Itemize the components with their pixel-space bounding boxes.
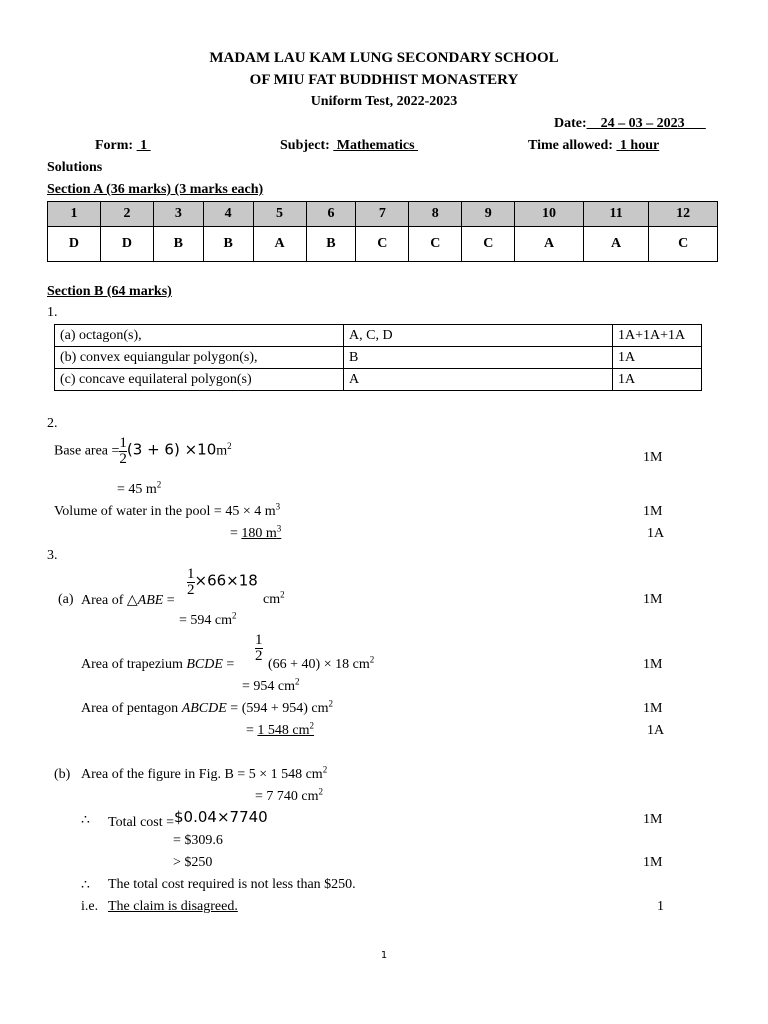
q3a-line-4-text: = 954 cm bbox=[242, 679, 295, 694]
q2-base-area-label: Base area = bbox=[54, 443, 120, 459]
q3a-final-answer bbox=[257, 720, 315, 738]
question-number: 10 bbox=[515, 202, 584, 227]
answer-cell: B bbox=[306, 227, 356, 262]
q3b-line-2-text: = 7 740 cm bbox=[255, 789, 319, 804]
form-value: 1 bbox=[136, 138, 151, 153]
fraction-numerator: 1 bbox=[255, 632, 263, 648]
marks-cell: 1A bbox=[613, 369, 702, 391]
q2-unit: m bbox=[216, 443, 228, 459]
q3b-line-5: > $250 bbox=[173, 855, 213, 870]
q3a-mark-3: 1M bbox=[643, 657, 663, 672]
answer-cell: A bbox=[583, 227, 649, 262]
marks-cell: 1A bbox=[613, 347, 702, 369]
fraction-denominator: 2 bbox=[119, 451, 127, 467]
q3b-line-2-sup: 2 bbox=[318, 786, 323, 797]
q2-line-3 bbox=[54, 501, 281, 520]
q3a-line-1-prefix: Area of △ bbox=[81, 593, 138, 608]
subject-field bbox=[280, 138, 418, 154]
q2-line-4 bbox=[230, 523, 282, 542]
page-number: 1 bbox=[380, 950, 388, 961]
q3a-line-5-variable: ABCDE bbox=[181, 701, 227, 716]
question-number: 9 bbox=[462, 202, 515, 227]
question-1-table bbox=[54, 324, 702, 391]
q3a-line-1-variable: ABE bbox=[137, 593, 164, 608]
q3a-line-5-prefix: Area of pentagon bbox=[81, 701, 182, 716]
answer-cell: C bbox=[649, 227, 718, 262]
question-number: 12 bbox=[649, 202, 718, 227]
table-row bbox=[55, 369, 702, 391]
q2-line-4-prefix: = bbox=[230, 526, 242, 541]
subject-label: Subject: bbox=[280, 138, 330, 153]
therefore-symbol: ∴ bbox=[81, 878, 90, 893]
time-label: Time allowed: bbox=[528, 138, 613, 153]
answer-cell: A bbox=[253, 227, 306, 262]
question-number-row bbox=[48, 202, 718, 227]
q2-line-3-text: Volume of water in the pool = 45 × 4 m bbox=[54, 504, 276, 519]
question-number: 11 bbox=[583, 202, 649, 227]
form-field bbox=[95, 138, 151, 154]
answer-row bbox=[48, 227, 718, 262]
q2-line-3-sup: 3 bbox=[275, 501, 281, 512]
q3a-line-2-sup: 2 bbox=[232, 610, 237, 621]
q3a-line-1-text bbox=[81, 592, 175, 609]
q2-mark-4: 1A bbox=[647, 526, 665, 541]
q3a-line-5-expr: = (594 + 954) cm bbox=[226, 701, 329, 716]
table-row bbox=[55, 347, 702, 369]
date-field bbox=[554, 116, 706, 132]
form-label: Form: bbox=[95, 138, 134, 153]
q2-unit-sup: 2 bbox=[227, 441, 232, 452]
q3b-conclusion: The total cost required is not less than $250. bbox=[108, 877, 356, 892]
question-number: 8 bbox=[409, 202, 462, 227]
q3b-line-2 bbox=[255, 786, 323, 805]
answer-cell: B bbox=[153, 227, 203, 262]
q2-line-2-sup: 2 bbox=[156, 479, 162, 490]
question-1-number: 1. bbox=[47, 305, 58, 320]
time-value: 1 hour bbox=[616, 138, 660, 153]
q2-mark-1: 1M bbox=[643, 450, 663, 465]
answer-cell: C bbox=[356, 227, 409, 262]
q3a-mark-6: 1A bbox=[647, 723, 665, 738]
q2-base-area-line bbox=[54, 436, 232, 467]
fraction-denominator: 2 bbox=[255, 648, 263, 664]
q3a-line-4-sup: 2 bbox=[295, 676, 300, 687]
q3b-label: (b) bbox=[54, 767, 71, 782]
marks-cell: 1A+1A+1A bbox=[613, 325, 702, 347]
school-name-line1: MADAM LAU KAM LUNG SECONDARY SCHOOL bbox=[209, 50, 559, 66]
q2-line-2 bbox=[117, 479, 162, 498]
q3b-line-1 bbox=[81, 764, 328, 783]
q3b-mark-5: 1M bbox=[643, 855, 663, 870]
q3a-line-3-variable: BCDE bbox=[186, 657, 223, 672]
question-number: 5 bbox=[253, 202, 306, 227]
q3a-line-2 bbox=[179, 610, 237, 629]
q3b-line-1-sup: 2 bbox=[322, 764, 328, 775]
q2-final-answer-text: 180 m bbox=[241, 526, 277, 541]
q3a-line-6-prefix: = bbox=[246, 723, 258, 738]
q2-line-2-text: = 45 m bbox=[117, 482, 157, 497]
q3b-mark-7: 1 bbox=[657, 899, 664, 914]
date-value: __24 – 03 – 2023___ bbox=[586, 116, 706, 131]
test-title: Uniform Test, 2022-2023 bbox=[310, 94, 458, 109]
date-label: Date: bbox=[554, 116, 587, 131]
q3a-unit-sup: 2 bbox=[280, 589, 285, 600]
q3a-line-2-text: = 594 cm bbox=[179, 613, 232, 628]
question-2-number: 2. bbox=[47, 416, 58, 431]
q3a-final-answer-text: 1 548 cm bbox=[257, 723, 310, 738]
q3a-line-3-expr-text: (66 + 40) × 18 cm bbox=[268, 657, 370, 672]
q3b-line-1-text: Area of the figure in Fig. B = 5 × 1 548 cm bbox=[81, 767, 323, 782]
answer-cell: C bbox=[462, 227, 515, 262]
q2-fraction bbox=[119, 436, 127, 467]
q2-final-answer-sup: 3 bbox=[276, 523, 282, 534]
question-number: 3 bbox=[153, 202, 203, 227]
section-a-answer-table bbox=[47, 201, 718, 262]
q3a-fraction bbox=[187, 567, 195, 598]
q3b-total-cost-expr: $0.04×7740 bbox=[174, 808, 268, 826]
q3a-fraction-expression bbox=[187, 567, 258, 598]
q3a-unit bbox=[263, 589, 285, 608]
answer-cell: D bbox=[100, 227, 153, 262]
q3a-mark-1: 1M bbox=[643, 592, 663, 607]
question-number: 2 bbox=[100, 202, 153, 227]
q3b-mark-3: 1M bbox=[643, 812, 663, 827]
school-name-line2: OF MIU FAT BUDDHIST MONASTERY bbox=[249, 72, 519, 88]
q3b-ie-label: i.e. bbox=[81, 899, 99, 914]
answer-cell: B bbox=[344, 347, 613, 369]
question-number: 6 bbox=[306, 202, 356, 227]
q3a-final-answer-sup: 2 bbox=[309, 720, 315, 731]
solutions-heading: Solutions bbox=[47, 160, 103, 175]
q3a-line-3-text bbox=[81, 657, 234, 673]
answer-cell: A, C, D bbox=[344, 325, 613, 347]
fraction-numerator: 1 bbox=[187, 566, 195, 582]
answer-cell: C bbox=[409, 227, 462, 262]
q3a-line-6 bbox=[246, 720, 315, 739]
answer-cell: D bbox=[48, 227, 101, 262]
section-b-title: Section B (64 marks) bbox=[47, 284, 172, 299]
q3b-line-4: = $309.6 bbox=[173, 833, 223, 848]
answer-cell: B bbox=[203, 227, 253, 262]
q3a-line-3-equals: = bbox=[222, 657, 235, 672]
answer-cell: A bbox=[515, 227, 584, 262]
q3b-line-3 bbox=[108, 808, 268, 831]
q3a-mark-5: 1M bbox=[643, 701, 663, 716]
q3a-line-3-prefix: Area of trapezium bbox=[81, 657, 187, 672]
q2-expression: (3 + 6) ×10 bbox=[126, 440, 217, 459]
q3a-line-3-expression bbox=[268, 654, 375, 673]
q3a-line-5 bbox=[81, 698, 334, 717]
description-cell: (b) convex equiangular polygon(s), bbox=[55, 347, 344, 369]
fraction-numerator: 1 bbox=[119, 435, 127, 451]
description-cell: (a) octagon(s), bbox=[55, 325, 344, 347]
question-3-number: 3. bbox=[47, 548, 58, 563]
q3a-trapezium-fraction bbox=[255, 633, 263, 664]
fraction-denominator: 2 bbox=[187, 582, 195, 598]
q3a-expression: ×66×18 bbox=[194, 571, 258, 590]
therefore-symbol: ∴ bbox=[81, 813, 90, 828]
q3a-label: (a) bbox=[58, 592, 74, 607]
q3b-total-cost-label: Total cost = bbox=[108, 815, 175, 830]
question-number: 4 bbox=[203, 202, 253, 227]
q3b-final-answer: The claim is disagreed. bbox=[108, 899, 238, 914]
table-row bbox=[55, 325, 702, 347]
q3a-line-4 bbox=[242, 676, 300, 695]
time-field bbox=[528, 138, 659, 154]
q3a-line-1-equals: = bbox=[163, 593, 175, 608]
section-a-title: Section A (36 marks) (3 marks each) bbox=[47, 182, 264, 197]
q3a-line-3-fraction bbox=[255, 633, 263, 664]
q3a-line-5-sup: 2 bbox=[328, 698, 334, 709]
q3a-line-3-sup: 2 bbox=[369, 654, 375, 665]
description-cell: (c) concave equilateral polygon(s) bbox=[55, 369, 344, 391]
question-number: 1 bbox=[48, 202, 101, 227]
subject-value: Mathematics bbox=[333, 138, 419, 153]
question-number: 7 bbox=[356, 202, 409, 227]
q3a-unit-text: cm bbox=[263, 592, 281, 607]
answer-cell: A bbox=[344, 369, 613, 391]
q2-final-answer bbox=[241, 523, 282, 541]
q2-mark-3: 1M bbox=[643, 504, 663, 519]
